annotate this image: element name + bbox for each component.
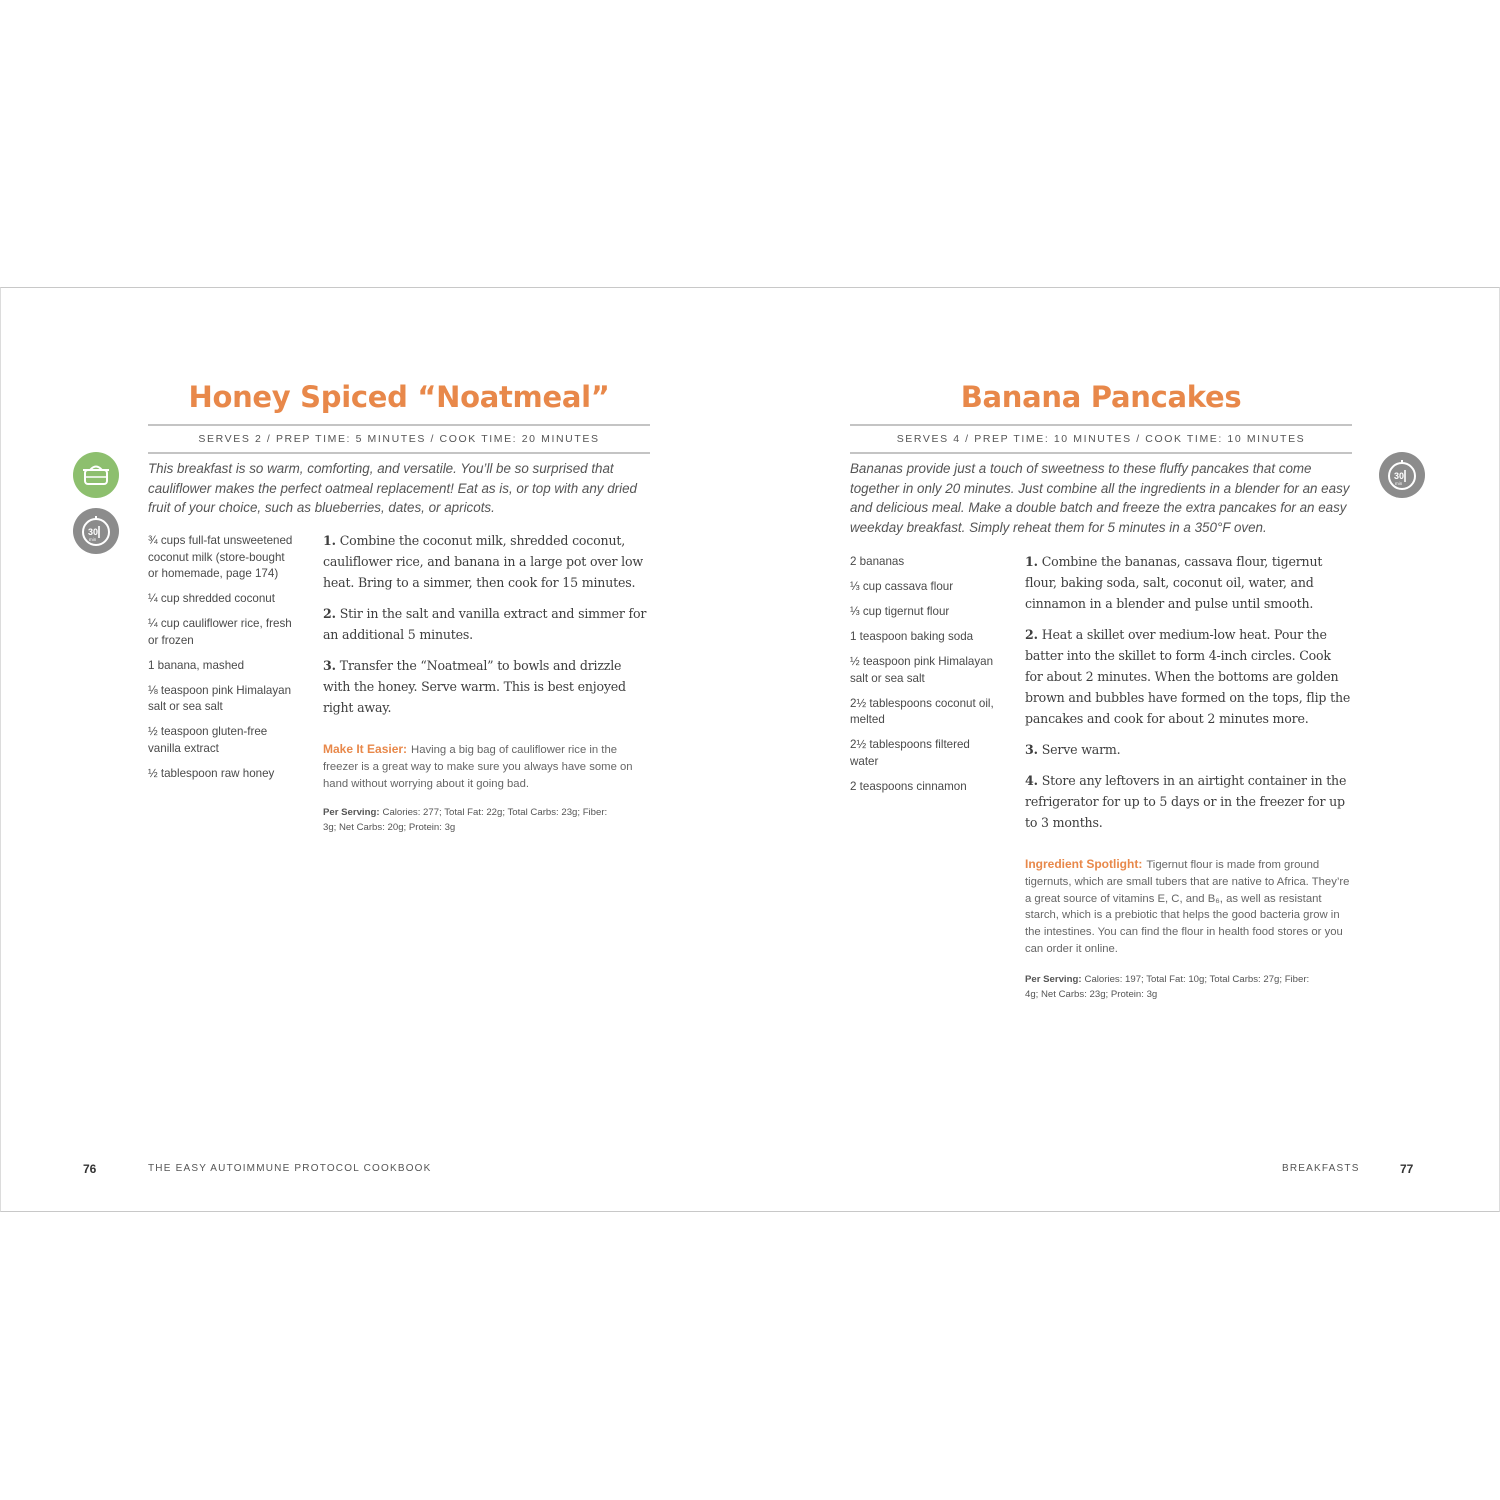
step-text: Heat a skillet over medium-low heat. Pour the batter into the skillet to form 4-inch circles. Cook for about 2 minutes. When the bottoms are golden brown and bubbles have formed on the tops, flip the pancakes and cook for about 2 minutes more.: [1025, 627, 1351, 726]
ingredient-item: 1 teaspoon baking soda: [850, 630, 974, 643]
step-text: Combine the coconut milk, shredded coconut, cauliflower rice, and banana in a large pot over low heat. Bring to a simmer, then cook for 15 minutes.: [323, 533, 643, 590]
ingredient-item: ¾ cups full-fat unsweetened coconut milk (store-bought or homemade, page 174): [148, 534, 293, 580]
tip-text: Tigernut flour is made from ground tigernuts, which are small tubers that are native to Africa. They’re a great source of vitamins E, C, and B₆, as well as resistant starch, which is a prebiotic that helps the good bacteria grow in the intestines. You can find the flour in health food stores or you can order it online.: [1025, 859, 1350, 955]
ingredient-item: ⅓ cup tigernut flour: [850, 605, 950, 618]
step-number: 4.: [1025, 773, 1038, 788]
ingredient-item: 2½ tablespoons coconut oil, melted: [850, 696, 994, 726]
tip-box: [1025, 856, 1353, 958]
step-number: 1.: [323, 533, 336, 548]
step-number: 1.: [1025, 554, 1038, 569]
step-number: 3.: [1025, 742, 1038, 757]
title-rule: [148, 424, 650, 426]
ingredient-item: ½ teaspoon gluten-free vanilla extract: [148, 725, 268, 755]
meta-rule: [148, 452, 650, 454]
title-rule: [850, 424, 1352, 426]
tip-label: Make It Easier:: [323, 742, 408, 756]
ingredient-item: ⅛ teaspoon pink Himalayan salt or sea salt: [148, 683, 292, 713]
step-number: 2.: [323, 606, 336, 621]
stopwatch-30-min-icon: [73, 508, 119, 554]
step-item: [1025, 770, 1351, 833]
step-text: Transfer the “Noatmeal” to bowls and drizzle with the honey. Serve warm. This is best enjoyed right away.: [323, 658, 626, 715]
nutrition-label: Per Serving:: [1025, 974, 1082, 985]
nutrition-text: Calories: 277; Total Fat: 22g; Total Carbs: 23g; Fiber: 3g; Net Carbs: 20g; Protein: 3g: [323, 807, 608, 833]
ingredient-list: [148, 533, 298, 791]
ingredient-item: 1 banana, mashed: [148, 658, 245, 672]
recipe-meta: SERVES 4 / PREP TIME: 10 MINUTES / COOK TIME: 10 MINUTES: [896, 433, 1306, 445]
running-head: THE EASY AUTOIMMUNE PROTOCOL COOKBOOK: [148, 1163, 432, 1174]
step-number: 2.: [1025, 627, 1038, 642]
ingredient-item: ¼ cup shredded coconut: [148, 592, 275, 605]
tip-label: Ingredient Spotlight:: [1025, 857, 1143, 871]
step-item: [1025, 739, 1351, 760]
step-item: [323, 655, 649, 718]
running-head: BREAKFASTS: [1282, 1163, 1360, 1174]
pot-icon: [73, 452, 119, 498]
ingredient-list: [850, 554, 1000, 804]
page-number: 77: [1400, 1162, 1414, 1176]
step-text: Store any leftovers in an airtight container in the refrigerator for up to 5 days or in the freezer for up to 3 months.: [1025, 773, 1347, 830]
stopwatch-30-min-icon: [1379, 452, 1425, 498]
recipe-title: Banana Pancakes: [960, 380, 1242, 414]
recipe-intro: This breakfast is so warm, comforting, and versatile. You’ll be so surprised that cauliflower makes the perfect oatmeal replacement! Eat as is, or top with any dried fruit of your choice, such as blueberries, dates, or apricots.: [148, 461, 637, 515]
step-item: [1025, 624, 1351, 729]
ingredient-item: ½ tablespoon raw honey: [148, 766, 275, 780]
badge-30-text: 30: [1394, 471, 1405, 481]
step-list: [323, 530, 649, 728]
ingredient-item: 2 bananas: [850, 555, 905, 568]
step-text: Combine the bananas, cassava flour, tigernut flour, baking soda, salt, coconut oil, water, and cinnamon in a blender and pulse until smooth.: [1025, 554, 1323, 611]
badge-min-text: min: [89, 537, 97, 542]
ingredient-item: ½ teaspoon pink Himalayan salt or sea salt: [850, 655, 994, 685]
nutrition-info: [323, 805, 623, 835]
nutrition-info: [1025, 972, 1325, 1002]
ingredient-item: 2 teaspoons cinnamon: [850, 779, 967, 793]
recipe-intro: Bananas provide just a touch of sweetness to these fluffy pancakes that come together in only 20 minutes. Just combine all the ingredients in a blender for an easy and delicious meal. Make a double batch and freeze the extra pancakes for an easy weekday breakfast. Simply reheat them for 5 minutes in a 350°F oven.: [850, 461, 1350, 535]
nutrition-text: Calories: 197; Total Fat: 10g; Total Carbs: 27g; Fiber: 4g; Net Carbs: 23g; Protein: 3g: [1025, 974, 1310, 1000]
ingredient-item: 2½ tablespoons filtered water: [850, 738, 970, 768]
step-list: [1025, 551, 1351, 843]
step-text: Serve warm.: [1041, 742, 1121, 757]
step-item: [1025, 551, 1351, 614]
tip-text: Having a big bag of cauliflower rice in the freezer is a great way to make sure you always have some on hand without worrying about it going bad.: [323, 744, 633, 790]
step-number: 3.: [323, 658, 336, 673]
badge-30-text: 30: [88, 527, 99, 537]
recipe-meta: SERVES 2 / PREP TIME: 5 MINUTES / COOK TIME: 20 MINUTES: [198, 433, 600, 445]
step-item: [323, 530, 649, 593]
ingredient-item: ⅓ cup cassava flour: [850, 580, 954, 593]
recipe-title: Honey Spiced “Noatmeal”: [188, 380, 610, 414]
step-item: [323, 603, 649, 645]
ingredient-item: ¼ cup cauliflower rice, fresh or frozen: [148, 617, 292, 647]
badge-min-text: min: [1395, 481, 1403, 486]
page-number: 76: [83, 1162, 97, 1176]
nutrition-label: Per Serving:: [323, 807, 380, 818]
tip-box: [323, 741, 649, 792]
step-text: Stir in the salt and vanilla extract and simmer for an additional 5 minutes.: [323, 606, 647, 642]
meta-rule: [850, 452, 1352, 454]
